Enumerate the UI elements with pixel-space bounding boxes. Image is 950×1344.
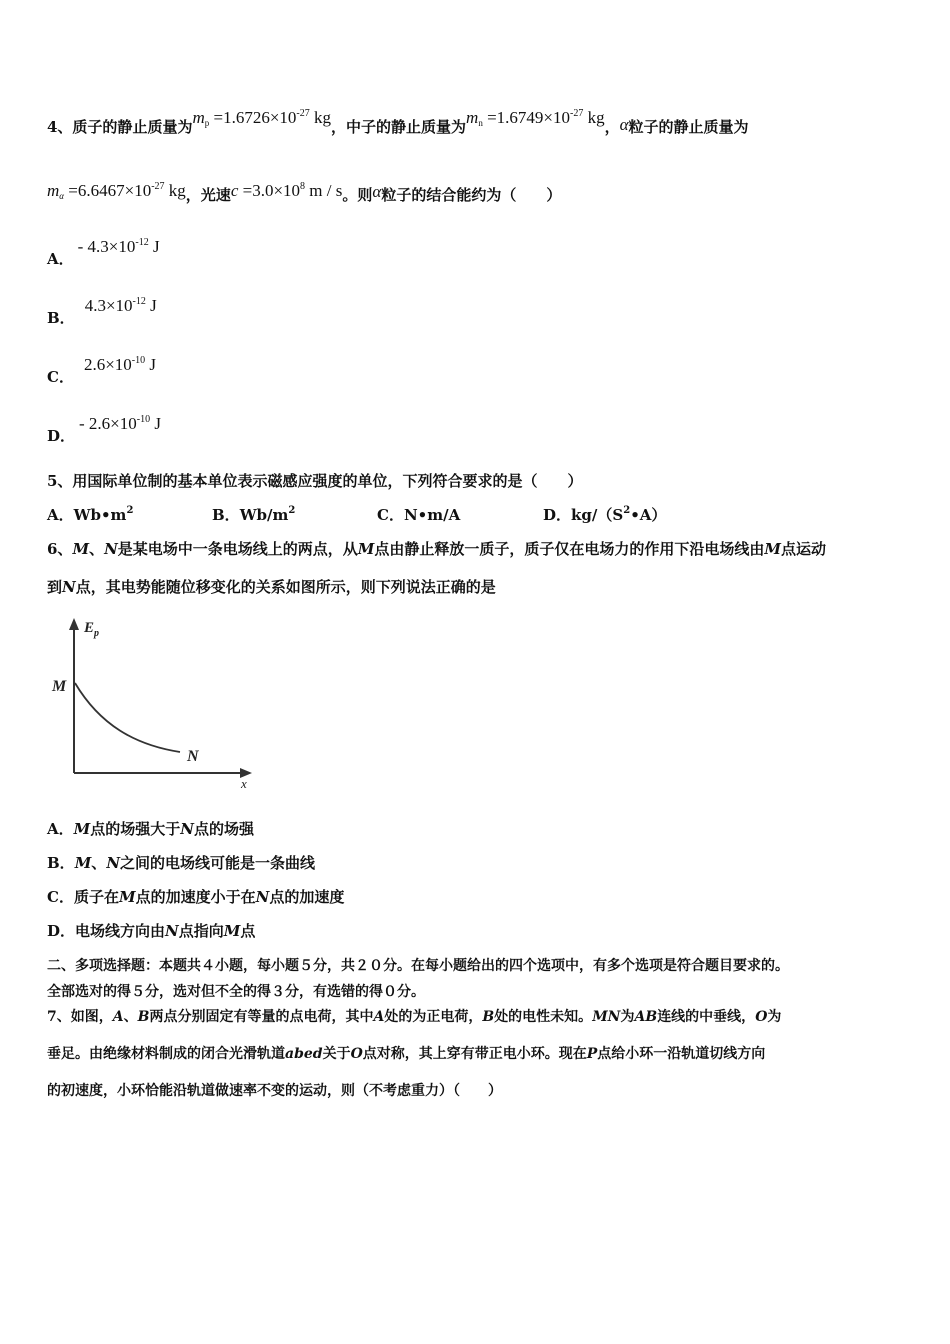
q7-text: 点对称，其上穿有带正电小环。现在	[362, 1046, 587, 1062]
potential-energy-graph	[40, 610, 260, 790]
section2-heading-line1: 二、多项选择题：本题共４小题，每小题５分，共２０分。在每小题给出的四个选项中，有多个选项是符合题目要求的。	[47, 958, 789, 974]
q7-variable: O	[755, 1009, 768, 1025]
q7-variable: MN	[592, 1009, 621, 1025]
q5-option-a[interactable]: A．$Wb•m^2$	[47, 505, 134, 524]
q5-option-b[interactable]: B．$Wb/m^2$	[212, 505, 296, 524]
q4-option-d[interactable]: D．- $2.6\times 10^{-10}$ J	[47, 414, 161, 445]
ma-formula: $m_\alpha =6.6467\times 10^{-27}$ kg	[47, 181, 186, 201]
q7-text: 连线的中垂线，	[657, 1009, 756, 1025]
q4-line1: 4、质子的静止质量为$m_p =1.6726\times 10^{-27}$ kg，中子的静止质量为$m_n =1.6749\times 10^{-27}$ kg，α粒子的静止质量为	[47, 108, 749, 136]
q7-variable: AB	[634, 1009, 658, 1025]
q7-text: 、	[123, 1009, 138, 1025]
q7-text: 处的为正电荷，	[384, 1009, 483, 1025]
q7-text: 关于	[322, 1046, 351, 1062]
mp-formula: $m_p =1.6726\times 10^{-27}$ kg	[192, 108, 332, 128]
q6-option-a[interactable]: A．M点的场强大于N点的场强	[47, 820, 254, 838]
q7-text: 为	[620, 1009, 635, 1025]
q7-variable: abed	[285, 1046, 323, 1062]
q6-stem-line1: 6、M、N是某电场中一条电场线上的两点，从M点由静止释放一质子，质子仅在电场力的作用下沿电场线由M点运动	[47, 540, 827, 558]
section2-heading-line2: 全部选对的得５分，选对但不全的得３分，有选错的得０分。	[47, 984, 425, 1000]
q4-option-b[interactable]: B．$4.3\times 10^{-12}$ J	[47, 296, 157, 327]
q7-variable: B	[137, 1009, 150, 1025]
y-axis-label: $E_p$	[84, 620, 100, 639]
c-formula: $c =3.0\times 10^8$ m / s	[230, 181, 343, 200]
q7-text: 的初速度，小环恰能沿轨道做速率不变的运动，则（不考虑重力）（ ）	[47, 1083, 502, 1099]
q7-text: 处的电性未知。	[494, 1009, 593, 1025]
q5-option-c[interactable]: C．N•m/A	[377, 506, 461, 524]
q7-stem-line2	[47, 1043, 765, 1063]
q7-text: 点给小环一沿轨道切线方向	[597, 1046, 766, 1062]
q6-stem-line2: 到N点，其电势能随位移变化的关系如图所示，则下列说法正确的是	[47, 578, 496, 596]
y-axis-arrow	[69, 618, 79, 630]
q4-line2: $m_\alpha =6.6467\times 10^{-27}$ kg，光速$c =3.0\times 10^8$ m / s。则α粒子的结合能约为（ ）	[47, 181, 562, 204]
point-n-label: N	[187, 748, 199, 765]
q7-text: 7、如图，	[47, 1009, 113, 1025]
q6-option-d[interactable]: D．电场线方向由N点指向M点	[47, 922, 256, 940]
q5-stem: 5、用国际单位制的基本单位表示磁感应强度的单位，下列符合要求的是（ ）	[47, 472, 583, 490]
q7-text: 垂足。由绝缘材料制成的闭合光滑轨道	[47, 1046, 285, 1062]
q7-variable: B	[482, 1009, 495, 1025]
q7-stem-line3	[47, 1080, 502, 1100]
mn-formula: $m_n =1.6749\times 10^{-27}$ kg	[466, 108, 605, 128]
ep-curve	[75, 683, 180, 752]
q5-option-d[interactable]: D．$kg/(S^2•A)$	[543, 505, 667, 524]
q4-option-c[interactable]: C．$2.6\times 10^{-10}$ J	[47, 355, 157, 386]
q4-option-a[interactable]: A．- $4.3\times 10^{-12}$ J	[47, 237, 160, 268]
point-m-label: M	[52, 678, 67, 695]
q7-text: 为	[767, 1009, 782, 1025]
q7-variable: O	[350, 1046, 363, 1062]
q7-variable: P	[586, 1046, 598, 1062]
q7-variable: A	[112, 1009, 124, 1025]
q6-option-c[interactable]: C．质子在M点的加速度小于在N点的加速度	[47, 888, 345, 906]
q7-variable: A	[373, 1009, 385, 1025]
q6-option-b[interactable]: B．M、N之间的电场线可能是一条曲线	[47, 854, 316, 872]
x-axis-label: x	[241, 776, 247, 790]
q7-stem-line1	[47, 1006, 781, 1026]
q7-text: 两点分别固定有等量的点电荷，其中	[149, 1009, 374, 1025]
